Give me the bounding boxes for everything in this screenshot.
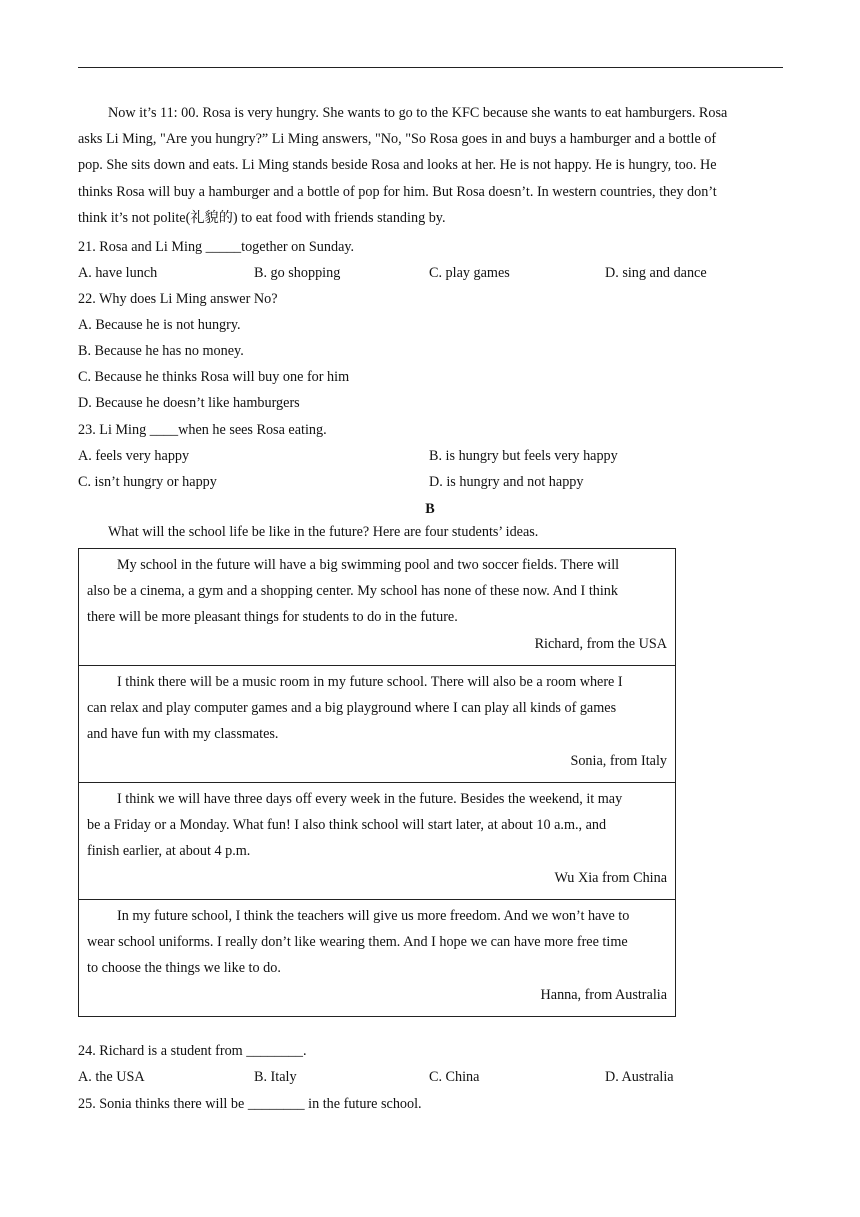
question-25: 25. Sonia thinks there will be ________ in the future school. <box>78 1096 422 1112</box>
option-22-d: D. Because he doesn’t like hamburgers <box>78 395 300 411</box>
header-rule <box>78 67 783 68</box>
option-23-d: D. is hungry and not happy <box>429 474 584 490</box>
option-21-d: D. sing and dance <box>605 265 707 281</box>
idea-signature: Wu Xia from China <box>554 869 667 886</box>
ideas-table <box>78 548 676 1017</box>
idea-line: finish earlier, at about 4 p.m. <box>87 843 251 860</box>
passage-line: pop. She sits down and eats. Li Ming stands beside Rosa and looks at her. He is not happy. He is hungry, too. He <box>78 157 717 174</box>
idea-signature: Hanna, from Australia <box>540 986 667 1003</box>
option-24-b: B. Italy <box>254 1069 297 1085</box>
option-24-a: A. the USA <box>78 1069 145 1085</box>
option-21-b: B. go shopping <box>254 265 341 281</box>
passage-line: think it’s not polite(礼貌的) to eat food with friends standing by. <box>78 209 446 226</box>
idea-line: also be a cinema, a gym and a shopping center. My school has none of these now. And I think <box>87 583 618 600</box>
idea-signature: Richard, from the USA <box>534 635 667 652</box>
option-24-d: D. Australia <box>605 1069 674 1085</box>
idea-line: In my future school, I think the teachers will give us more freedom. And we won’t have to <box>117 908 630 924</box>
passage-line: Now it’s 11: 00. Rosa is very hungry. She wants to go to the KFC because she wants to eat hamburgers. Rosa <box>108 105 728 121</box>
option-24-c: C. China <box>429 1069 480 1085</box>
idea-line: can relax and play computer games and a big playground where I can play all kinds of games <box>87 700 617 717</box>
option-22-a: A. Because he is not hungry. <box>78 317 241 333</box>
idea-line: be a Friday or a Monday. What fun! I also think school will start later, at about 10 a.m., and <box>87 817 607 834</box>
section-b-heading: B <box>425 501 435 517</box>
option-21-c: C. play games <box>429 265 510 281</box>
passage-a <box>78 100 778 231</box>
option-23-c: C. isn’t hungry or happy <box>78 474 217 490</box>
idea-line: I think there will be a music room in my future school. There will also be a room where I <box>117 674 623 690</box>
question-24: 24. Richard is a student from ________. <box>78 1043 307 1059</box>
question-23: 23. Li Ming ____when he sees Rosa eating. <box>78 422 327 438</box>
option-21-a: A. have lunch <box>78 265 158 281</box>
idea-wu-xia <box>79 783 675 900</box>
section-b-intro: What will the school life be like in the future? Here are four students’ ideas. <box>108 524 539 540</box>
idea-signature: Sonia, from Italy <box>570 752 667 769</box>
idea-hanna <box>79 900 675 1016</box>
passage-line: thinks Rosa will buy a hamburger and a bottle of pop for him. But Rosa doesn’t. In western countries, they don’t <box>78 183 717 200</box>
idea-sonia <box>79 666 675 783</box>
option-22-c: C. Because he thinks Rosa will buy one for him <box>78 369 350 385</box>
question-22: 22. Why does Li Ming answer No? <box>78 291 278 307</box>
passage-line: asks Li Ming, "Are you hungry?” Li Ming answers, "No, "So Rosa goes in and buys a hamburger and a bottle of <box>78 131 717 148</box>
option-23-a: A. feels very happy <box>78 448 190 464</box>
option-22-b: B. Because he has no money. <box>78 343 244 359</box>
idea-line: and have fun with my classmates. <box>87 726 279 743</box>
idea-richard <box>79 549 675 666</box>
idea-line: there will be more pleasant things for students to do in the future. <box>87 609 458 626</box>
idea-line: My school in the future will have a big swimming pool and two soccer fields. There will <box>117 557 620 573</box>
option-23-b: B. is hungry but feels very happy <box>429 448 618 464</box>
idea-line: I think we will have three days off every week in the future. Besides the weekend, it may <box>117 791 623 807</box>
question-21: 21. Rosa and Li Ming _____together on Sunday. <box>78 239 355 255</box>
idea-line: to choose the things we like to do. <box>87 960 281 977</box>
idea-line: wear school uniforms. I really don’t like wearing them. And I hope we can have more free time <box>87 934 628 951</box>
